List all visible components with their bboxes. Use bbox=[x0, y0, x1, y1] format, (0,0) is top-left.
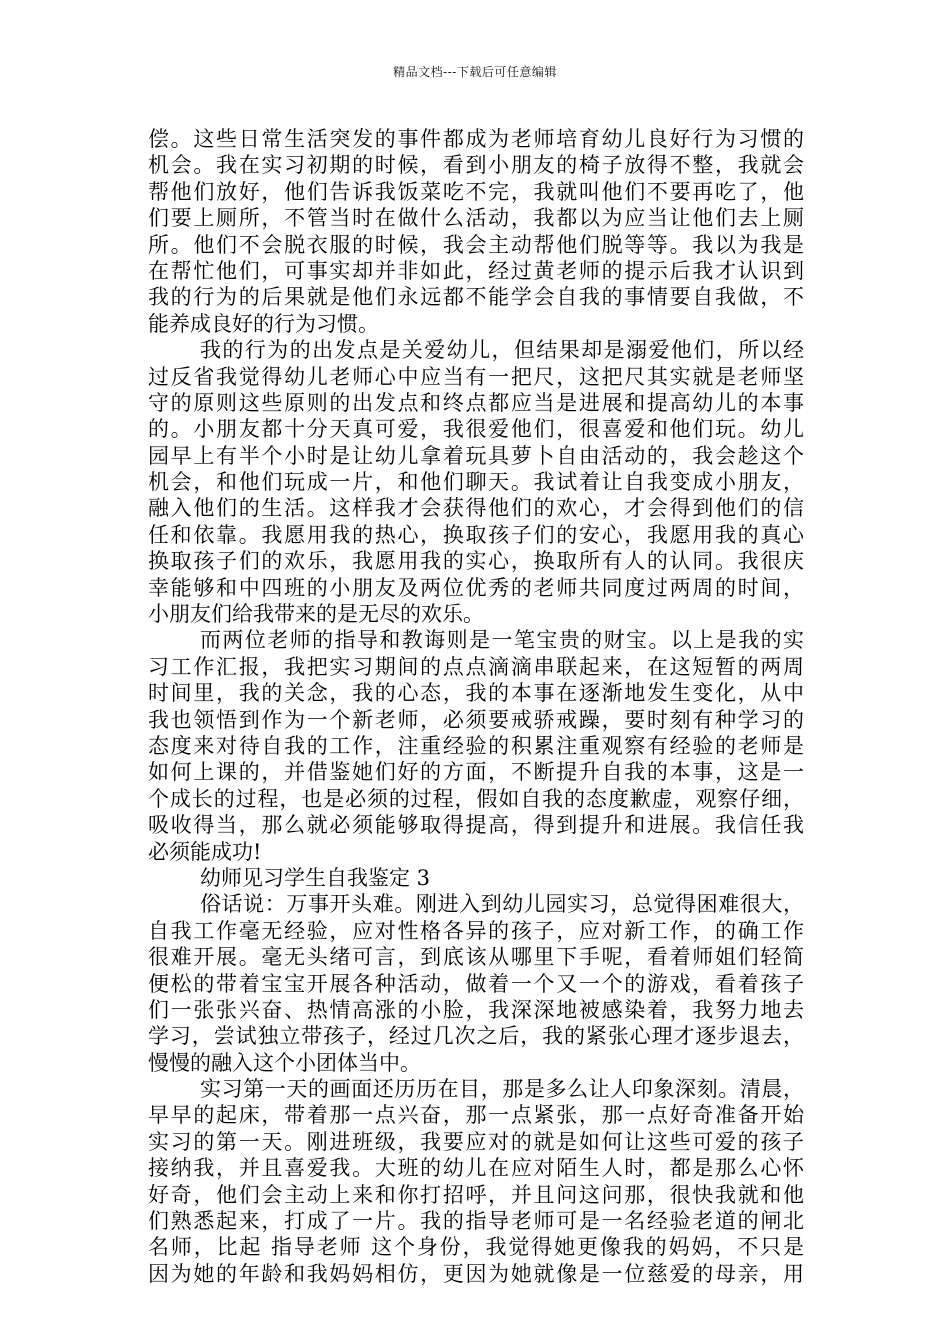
text-line: 在帮忙他们，可事实却并非如此，经过黄老师的提示后我才认识到 bbox=[148, 258, 804, 283]
text-line: 小朋友们给我带来的是无尽的欢乐。 bbox=[148, 602, 484, 627]
text-line: 过反省我觉得幼儿老师心中应当有一把尺，这把尺其实就是老师坚 bbox=[148, 364, 804, 389]
paragraph bbox=[148, 865, 804, 891]
text-line: 态度来对待自我的工作，注重经验的积累注重观察有经验的老师是 bbox=[148, 733, 804, 758]
text-line: 个成长的过程，也是必须的过程，假如自我的态度歉虚，观察仔细， bbox=[148, 786, 804, 811]
text-line: 接纳我，并且喜爱我。大班的幼儿在应对陌生人时，都是那么心怀 bbox=[148, 1156, 804, 1181]
text-line: 早早的起床，带着那一点兴奋，那一点紧张，那一点好奇准备开始 bbox=[148, 1103, 804, 1128]
text-line: 我也领悟到作为一个新老师，必须要戒骄戒躁，要时刻有种学习的 bbox=[148, 707, 804, 732]
paragraph bbox=[148, 337, 804, 627]
text-line: 便松的带着宝宝开展各种活动，做着一个又一个的游戏，看着孩子 bbox=[148, 971, 804, 996]
text-line: 偿。这些日常生活突发的事件都成为老师培育幼儿良好行为习惯的 bbox=[148, 127, 804, 151]
text-line: 慢慢的融入这个小团体当中。 bbox=[148, 1050, 421, 1075]
text-line: 融入他们的生活。这样我才会获得他们的欢心，才会得到他们的信 bbox=[148, 496, 804, 521]
text-line: 如何上课的，并借鉴她们好的方面，不断提升自我的本事，这是一 bbox=[148, 760, 804, 785]
text-line: 自我工作毫无经验，应对性格各异的孩子，应对新工作，的确工作 bbox=[148, 918, 804, 943]
text-line: 我的行为的后果就是他们永远都不能学会自我的事情要自我做，不 bbox=[148, 285, 804, 310]
text-line: 俗话说：万事开头难。刚进入到幼儿园实习，总觉得困难很大， bbox=[200, 892, 804, 917]
text-line: 们要上厕所，不管当时在做什么活动，我都以为应当让他们去上厕 bbox=[148, 206, 804, 231]
text-line: 学习，尝试独立带孩子，经过几次之后，我的紧张心理才逐步退去， bbox=[148, 1024, 804, 1049]
text-line: 吸收得当，那么就必须能够取得提高，得到提升和进展。我信任我 bbox=[148, 813, 804, 838]
text-line: 园早上有半个小时是让幼儿拿着玩具萝卜自由活动的，我会趁这个 bbox=[148, 443, 804, 468]
text-line: 幸能够和中四班的小朋友及两位优秀的老师共同度过两周的时间， bbox=[148, 575, 804, 600]
text-line: 机会。我在实习初期的时候，看到小朋友的椅子放得不整，我就会 bbox=[148, 153, 804, 178]
text-line: 时间里，我的关念，我的心态，我的本事在逐渐地发生变化，从中 bbox=[148, 681, 804, 706]
document-body bbox=[148, 126, 804, 1287]
page-header: 精品文档---下载后可任意编辑 bbox=[393, 65, 557, 79]
text-line: 们一张张兴奋、热情高涨的小脸，我深深地被感染着，我努力地去 bbox=[148, 997, 804, 1022]
text-line: 守的原则这些原则的出发点和终点都应当是进展和提高幼儿的本事 bbox=[148, 390, 804, 415]
text-line: 而两位老师的指导和教诲则是一笔宝贵的财宝。以上是我的实 bbox=[200, 628, 804, 653]
text-line: 幼师见习学生自我鉴定 3 bbox=[200, 865, 431, 890]
text-line: 帮他们放好，他们告诉我饭菜吃不完，我就叫他们不要再吃了，他 bbox=[148, 179, 804, 204]
text-line: 必须能成功! bbox=[148, 839, 262, 864]
text-line: 我的行为的出发点是关爱幼儿，但结果却是溺爱他们，所以经 bbox=[200, 338, 804, 363]
text-line: 换取孩子们的欢乐，我愿用我的实心，换取所有人的认同。我很庆 bbox=[148, 549, 804, 574]
paragraph bbox=[148, 891, 804, 1076]
paragraph bbox=[148, 126, 804, 337]
text-line: 所。他们不会脱衣服的时候，我会主动帮他们脱等等。我以为我是 bbox=[148, 232, 804, 257]
text-line: 能养成良好的行为习惯。 bbox=[148, 311, 379, 336]
paragraph bbox=[148, 627, 804, 865]
text-line: 机会，和他们玩成一片，和他们聊天。我试着让自我变成小朋友， bbox=[148, 470, 804, 495]
text-line: 实习的第一天。刚进班级，我要应对的就是如何让这些可爱的孩子 bbox=[148, 1129, 804, 1154]
text-line: 名师，比起 指导老师 这个身份，我觉得她更像我的妈妈，不只是 bbox=[148, 1235, 804, 1260]
text-line: 任和依靠。我愿用我的热心，换取孩子们的安心，我愿用我的真心 bbox=[148, 522, 804, 547]
text-line: 实习第一天的画面还历历在目，那是多么让人印象深刻。清晨， bbox=[200, 1077, 804, 1102]
text-line: 习工作汇报，我把实习期间的点点滴滴串联起来，在这短暂的两周 bbox=[148, 654, 804, 679]
text-line: 因为她的年龄和我妈妈相仿，更因为她就像是一位慈爱的母亲，用 bbox=[148, 1261, 804, 1286]
paragraph bbox=[148, 1076, 804, 1287]
text-line: 好奇，他们会主动上来和你打招呼，并且问这问那，很快我就和他 bbox=[148, 1182, 804, 1207]
text-line: 的。小朋友都十分天真可爱，我很爱他们，很喜爱和他们玩。幼儿 bbox=[148, 417, 804, 442]
text-line: 很难开展。毫无头绪可言，到底该从哪里下手呢，看着师姐们轻简 bbox=[148, 945, 804, 970]
text-line: 们熟悉起来，打成了一片。我的指导老师可是一名经验老道的闸北 bbox=[148, 1209, 804, 1234]
